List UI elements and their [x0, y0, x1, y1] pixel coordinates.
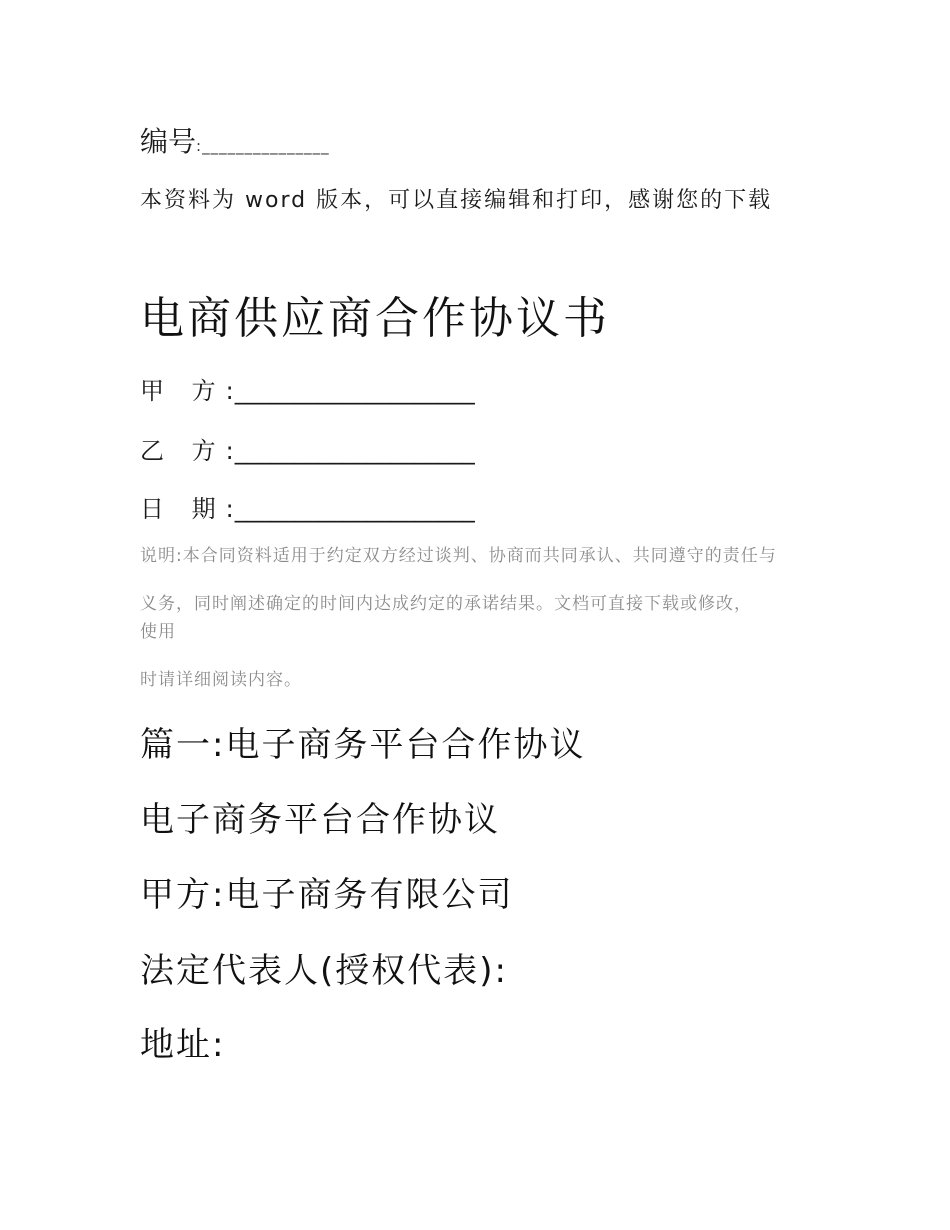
agreement-name: 电子商务平台合作协议: [140, 800, 500, 840]
serial-colon: :: [196, 137, 203, 155]
party-b-colon: :: [225, 437, 235, 465]
party-b-label: 乙 方: [140, 437, 226, 465]
serial-number-line: [140, 122, 330, 166]
address-label: 地址:: [140, 1025, 226, 1065]
description-line-4: 时请详细阅读内容。: [140, 670, 302, 690]
description-line-1: 说明:本合同资料适用于约定双方经过谈判、协商而共同承认、共同遵守的责任与: [140, 546, 777, 566]
party-b-line: [140, 434, 475, 468]
date-blank: ____________________: [234, 495, 475, 523]
party-a-line: [140, 374, 475, 408]
party-a-colon: :: [225, 377, 235, 405]
party-a-company: 甲方:电子商务有限公司: [140, 875, 514, 915]
chapter-heading: 篇一:电子商务平台合作协议: [140, 725, 586, 765]
legal-representative: 法定代表人(授权代表):: [140, 951, 508, 991]
description-line-2: 义务，同时阐述确定的时间内达成约定的承诺结果。文档可直接下载或修改，: [140, 594, 752, 614]
word-version-note: 本资料为 word 版本，可以直接编辑和打印，感谢您的下载: [140, 188, 773, 213]
date-colon: :: [225, 495, 235, 523]
date-line: [140, 492, 475, 526]
date-label: 日 期: [140, 495, 226, 523]
serial-label: 编号: [140, 125, 197, 158]
party-b-blank: ____________________: [234, 437, 475, 465]
description-line-3: 使用: [140, 622, 176, 642]
serial-blank: _______________: [202, 137, 330, 155]
party-a-blank: ____________________: [234, 377, 475, 405]
document-title: 电商供应商合作协议书: [140, 293, 610, 344]
party-a-label: 甲 方: [140, 377, 226, 405]
